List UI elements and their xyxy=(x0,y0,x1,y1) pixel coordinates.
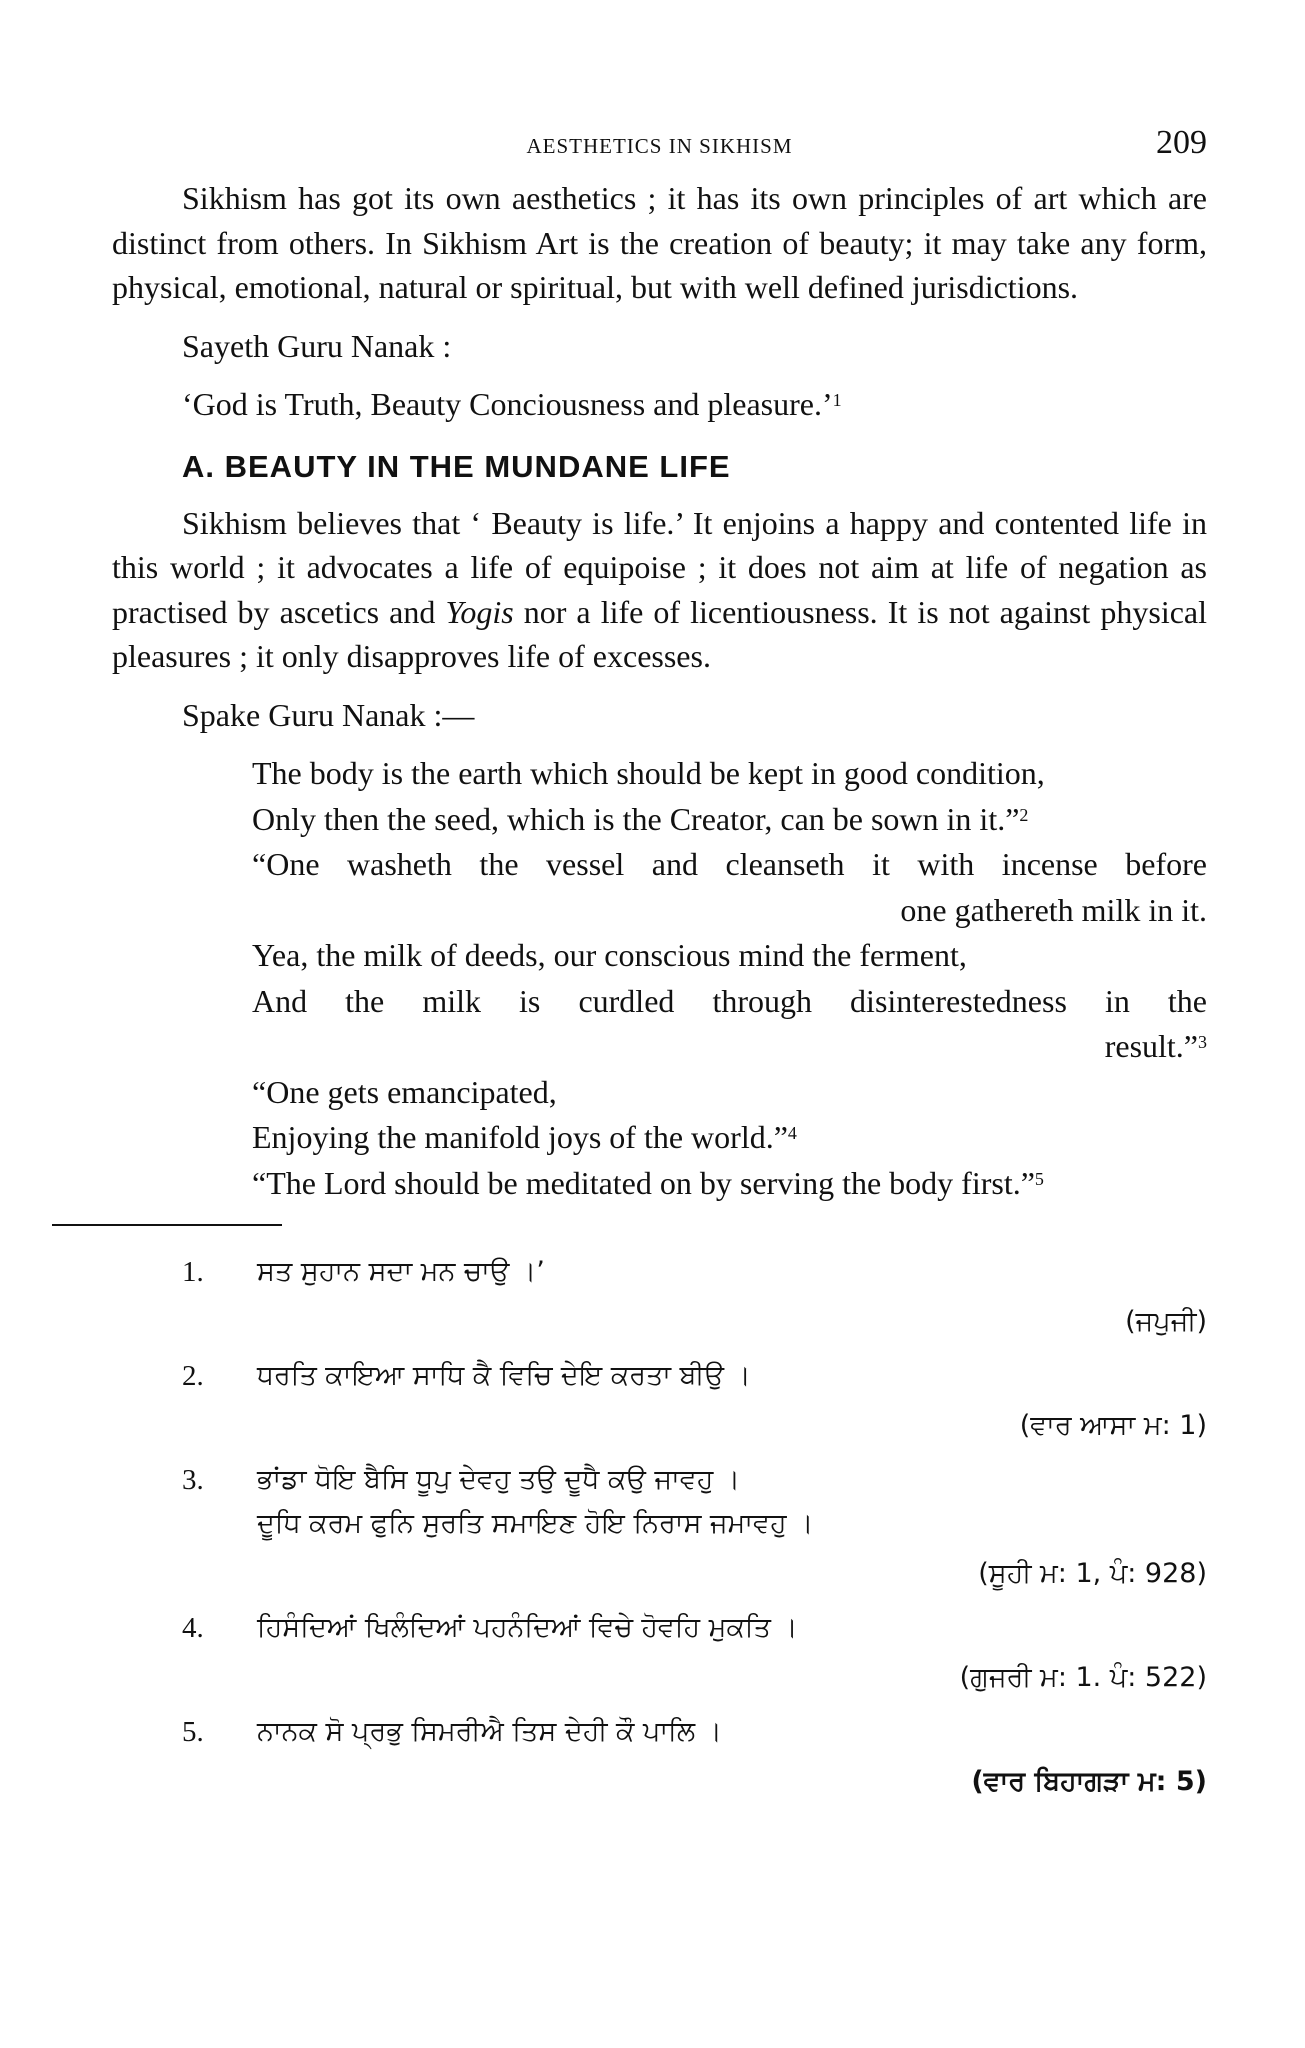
spake-line: Spake Guru Nanak :— xyxy=(182,696,475,733)
footnote-text: ਸਤ ਸੁਹਾਨ ਸਦਾ ਮਨ ਚਾਉ ।’ xyxy=(257,1256,545,1287)
footnote-number: 2. xyxy=(182,1360,204,1392)
footnote-number: 4. xyxy=(182,1612,204,1644)
beauty-paragraph-start: Sikhism believes that ‘ Beauty is life.’ It enjoins a happy and contented life in this world ; it advocates a life of equipoise ; it does not aim at life of negation as practised by ascetics and xyxy=(112,504,1207,630)
footnote-source: (ਵਾਰ ਬਿਹਾਗੜਾ ਮ: 5) xyxy=(971,1766,1207,1797)
footnote xyxy=(112,1710,1207,1804)
verse-line: “One gets emancipated, xyxy=(252,1073,557,1110)
footnote-ref-4: 4 xyxy=(787,1123,797,1143)
footnote-ref-2: 2 xyxy=(1019,804,1029,825)
verse-line: And the milk is curdled through disinterestedness in the xyxy=(252,982,1207,1019)
verse-line: The body is the earth which should be kept in good condition, xyxy=(252,755,1045,791)
footnote-ref-3: 3 xyxy=(1198,1032,1207,1052)
footnote xyxy=(112,1354,1207,1448)
footnote-text: ਧਰਤਿ ਕਾਇਆ ਸਾਧਿ ਕੈ ਵਿਚਿ ਦੇਇ ਕਰਤਾ ਬੀਉ । xyxy=(257,1360,751,1391)
footnote-number: 5. xyxy=(182,1716,204,1748)
footnote-text: ਭਾਂਡਾ ਧੋਇ ਬੈਸਿ ਧੂਪੁ ਦੇਵਹੁ ਤਉ ਦੂਧੈ ਕਉ ਜਾਵਹੁ । xyxy=(257,1464,741,1495)
yogis-italic: Yogis xyxy=(445,593,514,630)
verse-line: Yea, the milk of deeds, our conscious mind the ferment, xyxy=(252,937,967,973)
footnote-number: 3. xyxy=(182,1464,204,1496)
verse-line xyxy=(252,1115,1207,1161)
verse-text: result.” xyxy=(1104,1028,1198,1064)
god-is-truth-quote xyxy=(112,382,1207,427)
verse-line: one gathereth milk in it. xyxy=(900,891,1207,928)
verse-line xyxy=(252,1161,1207,1207)
page-number: 209 xyxy=(1156,124,1207,161)
page-header xyxy=(112,120,1207,176)
verse-line xyxy=(252,797,1207,843)
footnote-ref-1: 1 xyxy=(832,390,842,410)
quote-text: ‘God is Truth, Beauty Conciousness and pleasure.’ xyxy=(182,386,833,422)
verse-block xyxy=(252,751,1207,1206)
book-page xyxy=(112,120,1207,1814)
intro-paragraph: Sikhism has got its own aesthetics ; it has its own principles of art which are distinct from others. In Sikhism Art is the creation of beauty; it may take any form, physical, emotional, natural or spiritual, but with well defined jurisdictions. xyxy=(112,180,1207,305)
footnotes xyxy=(112,1250,1207,1804)
footnote-text-line-2: ਦੂਧਿ ਕਰਮ ਫੁਨਿ ਸੁਰਤਿ ਸਮਾਇਣ ਹੋਇ ਨਿਰਾਸ ਜਮਾਵਹੁ । xyxy=(257,1508,814,1539)
footnote-text: ਹਿਸੰਦਿਆਂ ਖਿਲੰਦਿਆਂ ਪਹਨੰਦਿਆਂ ਵਿਚੇ ਹੋਵਹਿ ਮੁਕਤਿ । xyxy=(257,1612,798,1643)
verse-text: Only then the seed, which is the Creator, can be sown in it.” xyxy=(252,800,1020,837)
beauty-paragraph-end: nor a life of licentiousness. It is not against physical pleasures ; it only disapproves life of excesses. xyxy=(112,593,1208,674)
footnote-text: ਨਾਨਕ ਸੋ ਪ੍ਰਭੁ ਸਿਮਰੀਐ ਤਿਸ ਦੇਹੀ ਕੌ ਪਾਲਿ । xyxy=(257,1716,722,1747)
sayeth-line: Sayeth Guru Nanak : xyxy=(182,327,452,364)
section-heading: A. BEAUTY IN THE MUNDANE LIFE xyxy=(182,448,731,484)
verse-text: Enjoying the manifold joys of the world.” xyxy=(252,1119,788,1155)
footnote-source: (ਸੂਹੀ ਮ: 1, ਪੰ: 928) xyxy=(978,1558,1207,1589)
footnote-source: (ਵਾਰ ਆਸਾ ਮ: 1) xyxy=(1019,1410,1207,1441)
footnote-source: (ਜਪੁਜੀ) xyxy=(1125,1306,1207,1337)
footnote xyxy=(112,1606,1207,1700)
verse-line: “One washeth the vessel and cleanseth it with incense before xyxy=(252,846,1207,882)
verse-line xyxy=(252,1024,1207,1070)
beauty-paragraph xyxy=(112,501,1207,679)
running-title: AESTHETICS IN SIKHISM xyxy=(526,134,793,158)
footnote-ref-5: 5 xyxy=(1034,1168,1044,1189)
verse-text: “The Lord should be meditated on by serving the body first.” xyxy=(252,1164,1035,1201)
footnote-source: (ਗੁਜਰੀ ਮ: 1. ਪੰ: 522) xyxy=(959,1662,1207,1693)
footnote xyxy=(112,1250,1207,1344)
footnote-divider xyxy=(52,1224,282,1226)
footnote xyxy=(112,1458,1207,1596)
footnote-number: 1. xyxy=(182,1256,204,1288)
